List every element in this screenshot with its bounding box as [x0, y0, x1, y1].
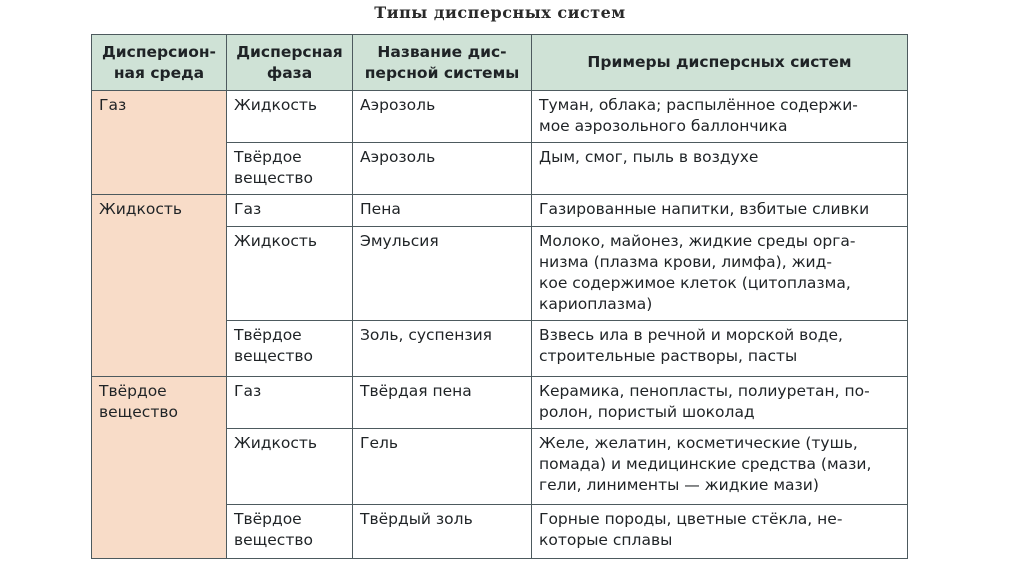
table-row [92, 91, 908, 143]
phase-cell: Газ [227, 195, 353, 227]
examples-cell: Керамика, пенопласты, полиуретан, по- ролон, пористый шоколад [532, 377, 908, 429]
disperse-systems-table [91, 34, 908, 559]
examples-cell: Туман, облака; распылённое содержи- мое аэрозольного баллончика [532, 91, 908, 143]
table-row [92, 377, 908, 429]
header-examples: Примеры дисперсных систем [532, 35, 908, 91]
system-name-cell: Аэрозоль [353, 143, 532, 195]
phase-cell: Газ [227, 377, 353, 429]
header-row [92, 35, 908, 91]
system-name-cell: Пена [353, 195, 532, 227]
phase-cell: Жидкость [227, 429, 353, 505]
system-name-cell: Золь, суспензия [353, 321, 532, 377]
table-row [92, 195, 908, 227]
phase-cell: Жидкость [227, 91, 353, 143]
examples-cell: Дым, смог, пыль в воздухе [532, 143, 908, 195]
examples-cell: Молоко, майонез, жидкие среды орга- низма (плазма крови, лимфа), жид- кое содержимое клеток (цитоплазма, кариоплазма) [532, 227, 908, 321]
phase-cell: Жидкость [227, 227, 353, 321]
header-medium: Дисперсион- ная среда [92, 35, 227, 91]
system-name-cell: Эмульсия [353, 227, 532, 321]
system-name-cell: Гель [353, 429, 532, 505]
system-name-cell: Твёрдая пена [353, 377, 532, 429]
table-title: Типы дисперсных систем [374, 3, 626, 22]
system-name-cell: Аэрозоль [353, 91, 532, 143]
phase-cell: Твёрдое вещество [227, 505, 353, 559]
examples-cell: Желе, желатин, косметические (тушь, помада) и медицинские средства (мази, гели, линименты — жидкие мази) [532, 429, 908, 505]
medium-cell: Жидкость [92, 195, 227, 377]
phase-cell: Твёрдое вещество [227, 321, 353, 377]
medium-cell: Газ [92, 91, 227, 195]
medium-cell: Твёрдое вещество [92, 377, 227, 559]
system-name-cell: Твёрдый золь [353, 505, 532, 559]
examples-cell: Газированные напитки, взбитые сливки [532, 195, 908, 227]
examples-cell: Горные породы, цветные стёкла, не- которые сплавы [532, 505, 908, 559]
header-phase: Дисперсная фаза [227, 35, 353, 91]
header-name: Название дис- персной системы [353, 35, 532, 91]
examples-cell: Взвесь ила в речной и морской воде, строительные растворы, пасты [532, 321, 908, 377]
phase-cell: Твёрдое вещество [227, 143, 353, 195]
